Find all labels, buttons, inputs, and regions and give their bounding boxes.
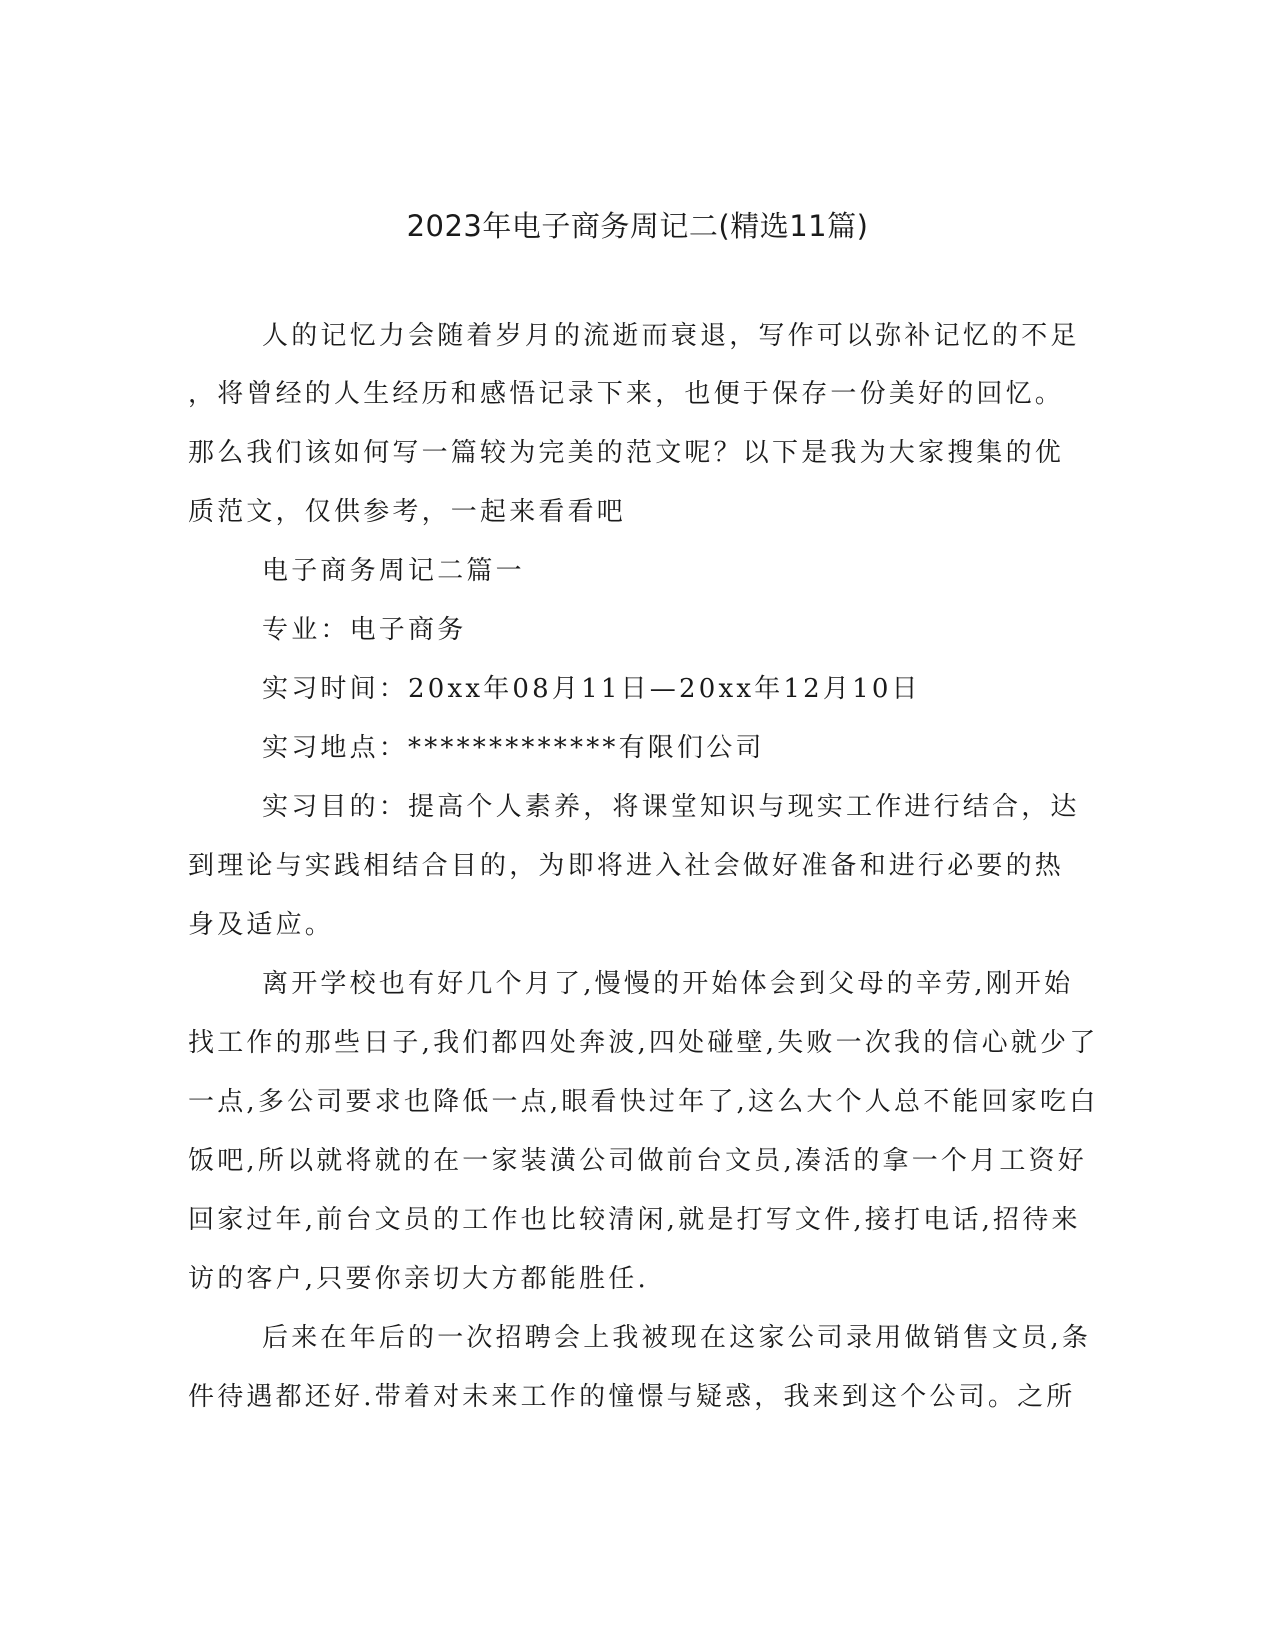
paragraph1-line-3: 一点,多公司要求也降低一点,眼看快过年了,这么大个人总不能回家吃白 bbox=[188, 1087, 1099, 1117]
document-title: 2023年电子商务周记二(精选11篇) bbox=[406, 209, 869, 243]
intro-line-3: 那么我们该如何写一篇较为完美的范文呢？以下是我为大家搜集的优 bbox=[188, 438, 1065, 468]
paragraph1-line-2: 找工作的那些日子,我们都四处奔波,四处碰壁,失败一次我的信心就少了 bbox=[188, 1028, 1099, 1058]
purpose-line-3: 身及适应。 bbox=[188, 910, 335, 940]
paragraph1-line-1: 离开学校也有好几个月了,慢慢的开始体会到父母的辛劳,刚开始 bbox=[262, 969, 1074, 999]
section-heading: 电子商务周记二篇一 bbox=[262, 556, 525, 586]
paragraph1-line-5: 回家过年,前台文员的工作也比较清闲,就是打写文件,接打电话,招待来 bbox=[188, 1205, 1081, 1235]
purpose-line-1: 实习目的：提高个人素养，将课堂知识与现实工作进行结合，达 bbox=[262, 792, 1080, 822]
paragraph1-line-4: 饭吧,所以就将就的在一家装潢公司做前台文员,凑活的拿一个月工资好 bbox=[188, 1146, 1087, 1176]
location-line: 实习地点：*************有限们公司 bbox=[262, 733, 765, 763]
intro-line-2: ，将曾经的人生经历和感悟记录下来，也便于保存一份美好的回忆。 bbox=[188, 379, 1065, 409]
paragraph1-line-6: 访的客户,只要你亲切大方都能胜任. bbox=[188, 1264, 649, 1294]
period-line: 实习时间：20xx年08月11日—20xx年12月10日 bbox=[262, 674, 921, 704]
paragraph2-line-2: 件待遇都还好.带着对未来工作的憧憬与疑惑，我来到这个公司。之所 bbox=[188, 1382, 1076, 1412]
purpose-line-2: 到理论与实践相结合目的，为即将进入社会做好准备和进行必要的热 bbox=[188, 851, 1065, 881]
major-line: 专业：电子商务 bbox=[262, 615, 467, 645]
intro-line-4: 质范文，仅供参考，一起来看看吧 bbox=[188, 497, 627, 527]
intro-line-1: 人的记忆力会随着岁月的流逝而衰退，写作可以弥补记忆的不足 bbox=[262, 321, 1080, 351]
paragraph2-line-1: 后来在年后的一次招聘会上我被现在这家公司录用做销售文员,条 bbox=[262, 1323, 1092, 1353]
